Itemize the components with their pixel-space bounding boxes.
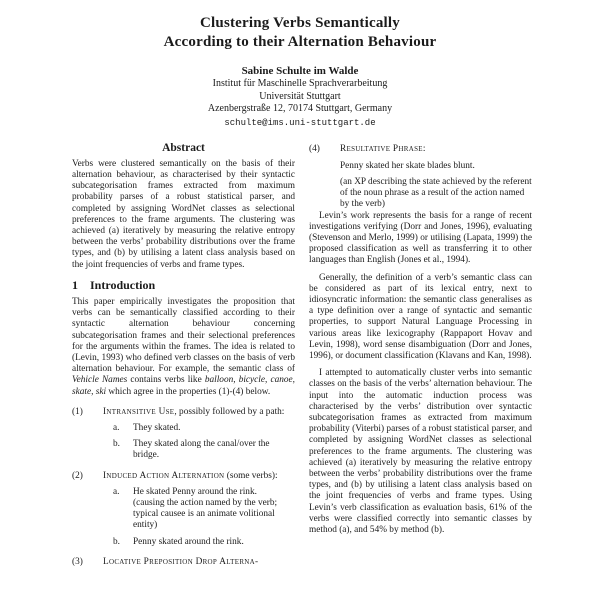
intro-p1-text-c: which agree in the properties (1)-(4) below. <box>106 386 271 397</box>
paper-header <box>0 0 600 129</box>
example-label: (4) <box>309 143 320 154</box>
paper-title-line2: According to their Alternation Behaviour <box>163 34 437 50</box>
example-label: (2) <box>72 470 83 481</box>
abstract-heading: Abstract <box>162 141 205 154</box>
affiliation-institute: Institut für Maschinelle Sprachverarbeitung <box>212 78 388 89</box>
example-subitem-2b <box>113 537 295 548</box>
example-smallcaps: Locative Preposition Drop Alterna- <box>103 556 259 567</box>
subitem-text: They skated. <box>133 422 181 433</box>
subitem-label: a. <box>113 486 120 497</box>
intro-paragraph-3: Generally, the definition of a verb’s semantic class can be considered as part of its lexical entry, next to idiosyncratic information: the semantic class generalises as a type definition over a range of syntactic and semantic properties, to support Natural Language Processing in various areas like lexicography (Rappaport Hovav and Levin, 1998), word sense disambiguation (Dorr and Jones, 1996), or document classification (Klavans and Kan, 1998). <box>309 272 532 361</box>
example-item-1 <box>72 407 295 462</box>
subitem-text: Penny skated around the rink. <box>133 536 244 547</box>
intro-p1-text-a: This paper empirically investigates the proposition that verbs can be semantically classified according to their syntactic alternation behaviour concerning subcategorisation frames and their selectional preferences for the arguments within the frames. The idea is related to (Levin, 1993) who defined verb classes on the basis of verb alternation behaviour. For example, the semantic class of <box>72 296 295 375</box>
example-label: (1) <box>72 406 83 417</box>
author-name: Sabine Schulte im Walde <box>241 65 359 77</box>
example-rest: (some verbs): <box>224 470 278 481</box>
abstract-body: Verbs were clustered semantically on the basis of their alternation behaviour, as characterised by their syntactic subcategorisation frames extracted from maximum probability parses of a robust statistical parser, and completed by assigning WordNet classes as selectional preferences to the frame arguments. The clustering was achieved (a) iteratively by measuring the relative entropy between the verbs’ probability distributions over the frame types, and (b) by utilising a latent class analysis based on the joint frequencies of verbs and frame types. <box>72 158 295 270</box>
example-rest: : <box>422 143 426 154</box>
example-sentence: Penny skated her skate blades blunt. <box>340 160 475 171</box>
example-subitem-2a <box>113 487 295 532</box>
two-column-body <box>0 143 600 569</box>
author-email: schulte@ims.uni-stuttgart.de <box>224 117 376 128</box>
left-column <box>72 143 295 569</box>
example-item-2 <box>72 471 295 548</box>
right-column <box>309 143 532 537</box>
subitem-text-with-note <box>133 487 295 532</box>
example-subitem-1a <box>113 423 295 434</box>
subitem-text: They skated along the canal/over the bridge. <box>133 439 270 461</box>
intro-p1-italic-verb-list: balloon, bicycle, canoe, skate, ski <box>72 375 295 397</box>
paper-title <box>0 14 600 52</box>
example-smallcaps: Induced Action Alternation <box>103 470 225 481</box>
subitem-label: b. <box>113 439 120 450</box>
subitem-label: a. <box>113 422 120 433</box>
example-item-3 <box>72 557 295 568</box>
subitem-text: He skated Penny around the rink. <box>133 486 257 497</box>
example-body <box>103 407 295 462</box>
paper-title-line1: Clustering Verbs Semantically <box>200 15 400 31</box>
section-title: Introduction <box>90 277 156 292</box>
intro-p1-text-b: contains verbs like <box>127 375 205 386</box>
section-heading-introduction <box>72 277 295 292</box>
intro-p1-italic-vehicle-names: Vehicle Names <box>72 375 128 386</box>
subitem-note: (causing the action named by the verb; typical causee is an animate volitional entity) <box>133 497 278 531</box>
intro-paragraph-2: Levin’s work represents the basis for a range of recent investigations verifying (Dorr and Jones, 1996), evaluating (Stevenson and Merlo, 1999) or utilising (Lapata, 1999) the proposed classification as well as transferring it to other languages than English (Jones et al., 1994). <box>309 210 532 266</box>
affiliation-university: Universität Stuttgart <box>259 90 341 102</box>
example-note: (an XP describing the state achieved by the referent of the noun phrase as a result of the action named by the verb) <box>340 176 532 210</box>
example-subitem-1b <box>113 439 295 461</box>
example-item-4 <box>309 144 532 211</box>
example-smallcaps: Resultative Phrase <box>340 143 423 154</box>
example-body <box>340 144 532 211</box>
intro-paragraph-4: I attempted to automatically cluster verbs into semantic classes on the basis of the verbs’ alternation behaviour. The input into the automatic induction process was characterised by the verbs’ distribution over syntactic subcategorisation frames as extracted from maximum probability (Viterbi) parses of a robust statistical parser, and completed by assigning WordNet classes as selectional preferences to the frame arguments. The clustering was achieved (a) iteratively by measuring the relative entropy between the verbs’ probability distributions over the frame types, and (b) by utilising a latent class analysis based on the joint frequencies of verbs and frame types. Using Levin’s verb classification as evaluation basis, 61% of the verbs were classified correctly into semantic classes by method (a), and 54% by method (b). <box>309 368 532 535</box>
intro-paragraph-1 <box>72 297 295 398</box>
subitem-label: b. <box>113 536 120 547</box>
section-number: 1 <box>72 277 78 292</box>
example-smallcaps: Intransitive Use <box>103 406 175 417</box>
affiliation-address: Azenbergstraße 12, 70174 Stuttgart, Germany <box>207 103 393 114</box>
example-rest: , possibly followed by a path: <box>174 406 285 417</box>
example-body <box>103 557 295 568</box>
example-label: (3) <box>72 556 83 567</box>
example-body <box>103 471 295 548</box>
